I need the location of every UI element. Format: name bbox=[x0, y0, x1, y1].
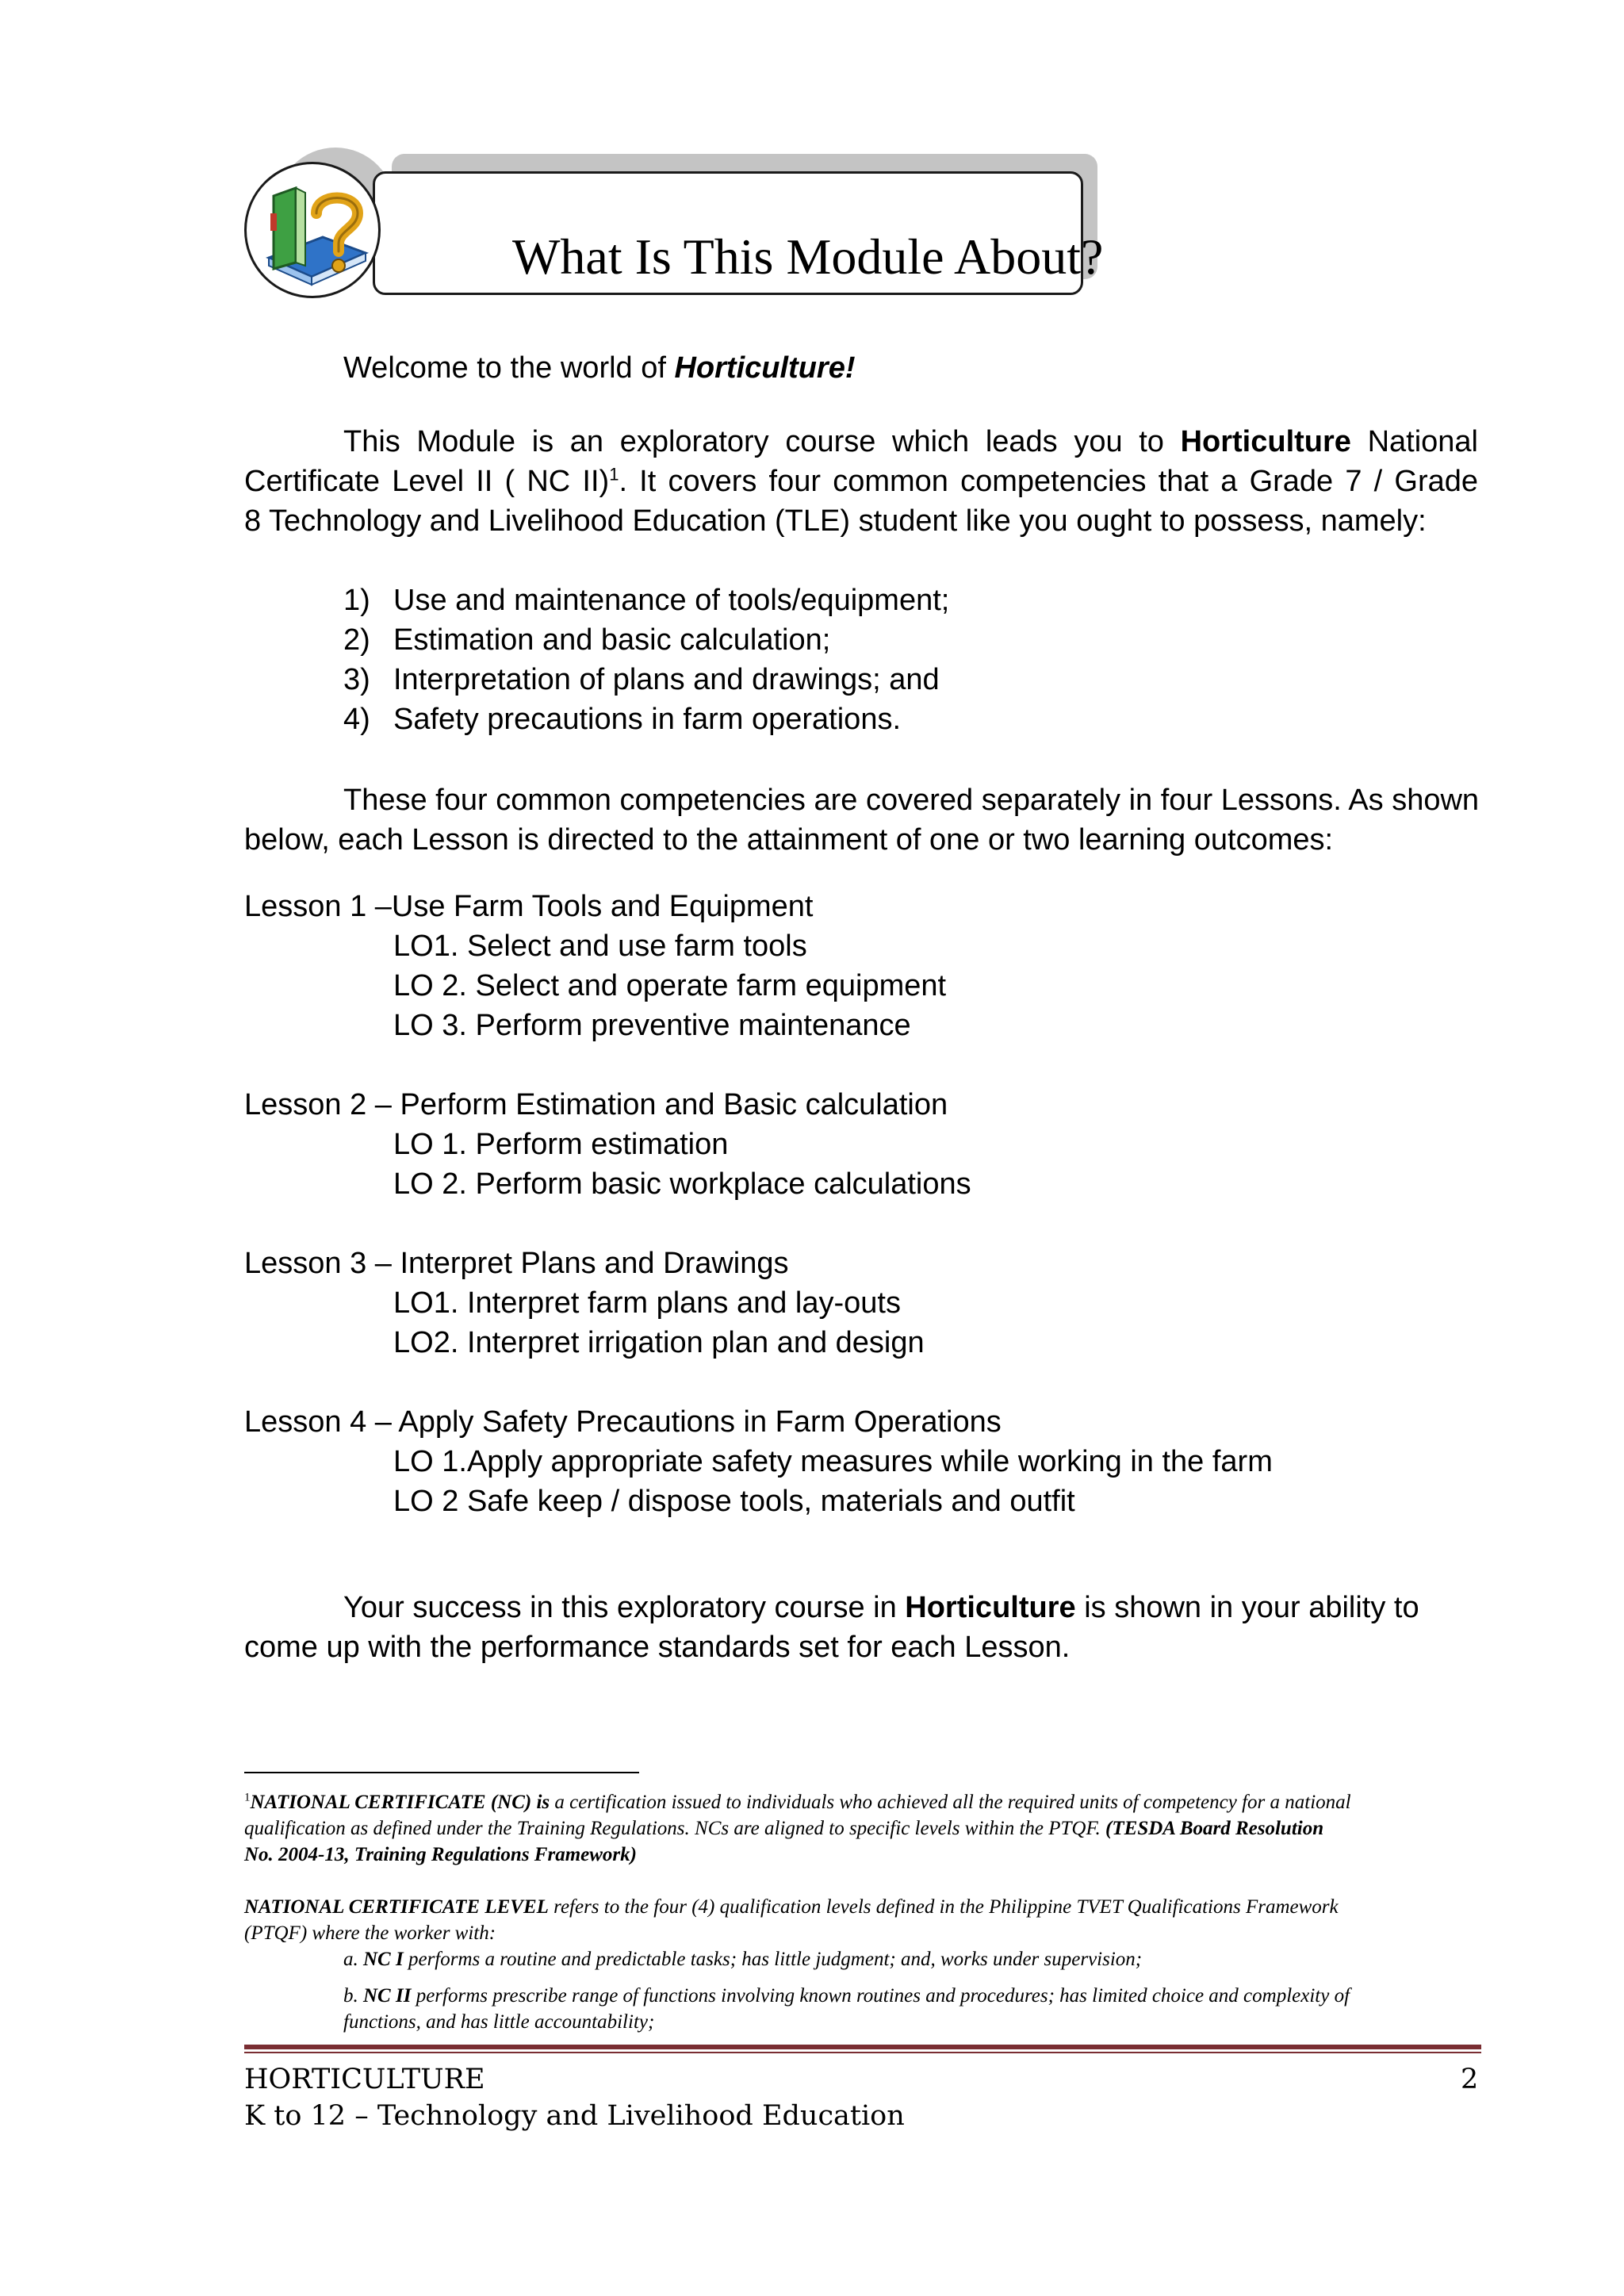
lesson-outcome: LO 2. Select and operate farm equipment bbox=[393, 969, 947, 1002]
footnote-item-term: NC II bbox=[363, 1985, 412, 2007]
list-number: 2) bbox=[343, 623, 370, 657]
lesson-3-title: Lesson 3 – Interpret Plans and Drawings bbox=[244, 1247, 789, 1280]
lesson-1-title: Lesson 1 –Use Farm Tools and Equipment bbox=[244, 890, 814, 923]
footnote-1-citation-2: No. 2004-13, Training Regulations Framework) bbox=[244, 1844, 637, 1865]
footnote-1-text-2: qualification as defined under the Training Regulations. NCs are aligned to specific levels within the PTQF. bbox=[244, 1818, 1106, 1839]
lessons-intro-line1: These four common competencies are covered separately in four Lessons. As shown bbox=[343, 784, 1480, 817]
footer-course: K to 12 – Technology and Livelihood Education bbox=[244, 2100, 905, 2132]
list-text: Use and maintenance of tools/equipment; bbox=[393, 584, 950, 617]
closing-bold-horticulture: Horticulture bbox=[905, 1591, 1076, 1624]
module-header-banner bbox=[244, 148, 1104, 306]
list-number: 4) bbox=[343, 703, 370, 736]
footnote-1-mark: 1 bbox=[244, 1791, 251, 1804]
lesson-outcome: LO 3. Perform preventive maintenance bbox=[393, 1009, 911, 1042]
intro-line2-a: Certificate Level II ( NC II) bbox=[244, 465, 610, 498]
list-text: Estimation and basic calculation; bbox=[393, 623, 831, 657]
intro-paragraph-line2 bbox=[244, 462, 1478, 501]
footnote-1-term: NATIONAL CERTIFICATE (NC) is bbox=[250, 1792, 550, 1813]
intro-text-a: This Module is an exploratory course which leads you to bbox=[343, 425, 1181, 458]
list-number: 3) bbox=[343, 663, 370, 696]
list-item bbox=[343, 660, 940, 700]
list-number: 1) bbox=[343, 584, 370, 617]
intro-paragraph-line1 bbox=[343, 422, 1478, 462]
footnote-2-text: refers to the four (4) qualification levels defined in the Philippine TVET Qualifications Framework bbox=[548, 1896, 1339, 1918]
footnote-item-term: NC I bbox=[363, 1949, 404, 1970]
intro-text-b: National bbox=[1350, 425, 1478, 458]
welcome-prefix: Welcome to the world of bbox=[343, 351, 675, 385]
footnote-2-item-a bbox=[343, 1946, 1142, 1972]
closing-text-a: Your success in this exploratory course in bbox=[343, 1591, 906, 1624]
list-item bbox=[343, 581, 950, 620]
list-text: Safety precautions in farm operations. bbox=[393, 703, 902, 736]
closing-text-b: is shown in your ability to bbox=[1075, 1591, 1419, 1624]
welcome-line bbox=[343, 348, 855, 388]
footer-rule-thick bbox=[244, 2045, 1481, 2049]
list-item bbox=[343, 620, 831, 660]
footnote-1-line3 bbox=[244, 1842, 637, 1868]
footnote-item-text: performs prescribe range of functions involving known routines and procedures; has limited choice and complexity of bbox=[411, 1985, 1350, 2007]
lesson-outcome: LO 2. Perform basic workplace calculations bbox=[393, 1167, 971, 1201]
footnote-separator bbox=[244, 1772, 639, 1773]
footnote-marker: 1 bbox=[609, 464, 619, 485]
intro-paragraph-line3: 8 Technology and Livelihood Education (TLE) student like you ought to possess, namely: bbox=[244, 504, 1427, 538]
intro-bold-horticulture: Horticulture bbox=[1180, 425, 1351, 458]
footnote-1-line1 bbox=[244, 1789, 1351, 1815]
lesson-outcome: LO 1. Perform estimation bbox=[393, 1128, 729, 1161]
book-question-icon bbox=[247, 164, 381, 298]
footnote-item-text: performs a routine and predictable tasks; has little judgment; and, works under supervision; bbox=[403, 1949, 1143, 1970]
closing-line1 bbox=[343, 1588, 1419, 1627]
intro-line2-b: . It covers four common competencies that a Grade 7 / Grade bbox=[619, 465, 1478, 498]
footnote-1-line2 bbox=[244, 1815, 1323, 1842]
lesson-outcome: LO2. Interpret irrigation plan and design bbox=[393, 1326, 925, 1359]
welcome-emphasis: Horticulture! bbox=[674, 351, 856, 385]
footnote-2-item-b bbox=[343, 1983, 1350, 2009]
footer-page-number: 2 bbox=[1461, 2064, 1479, 2095]
lesson-outcome: LO1. Interpret farm plans and lay-outs bbox=[393, 1286, 901, 1320]
footnote-2-line2: (PTQF) where the worker with: bbox=[244, 1922, 496, 1944]
lesson-outcome: LO 2 Safe keep / dispose tools, materials and outfit bbox=[393, 1485, 1075, 1518]
closing-line2: come up with the performance standards set for each Lesson. bbox=[244, 1631, 1071, 1664]
lesson-4-title: Lesson 4 – Apply Safety Precautions in Farm Operations bbox=[244, 1405, 1002, 1439]
footer-rule-thin bbox=[244, 2052, 1481, 2053]
list-item bbox=[343, 700, 902, 739]
lesson-2-title: Lesson 2 – Perform Estimation and Basic calculation bbox=[244, 1088, 948, 1121]
lesson-outcome: LO 1.Apply appropriate safety measures while working in the farm bbox=[393, 1445, 1273, 1478]
footnote-item-prefix: a. bbox=[343, 1949, 363, 1970]
list-text: Interpretation of plans and drawings; and bbox=[393, 663, 940, 696]
footnote-2-term: NATIONAL CERTIFICATE LEVEL bbox=[244, 1896, 549, 1918]
footnote-1-citation: (TESDA Board Resolution bbox=[1105, 1818, 1324, 1839]
banner-icon-circle bbox=[244, 162, 381, 298]
footnote-2-item-b-line2: functions, and has little accountability; bbox=[343, 2011, 655, 2033]
page-title: What Is This Module About? bbox=[512, 228, 1104, 285]
lessons-intro-line2: below, each Lesson is directed to the attainment of one or two learning outcomes: bbox=[244, 823, 1334, 857]
footnote-2-line1 bbox=[244, 1894, 1339, 1920]
footnote-item-prefix: b. bbox=[343, 1985, 363, 2007]
footnote-1-text: a certification issued to individuals who achieved all the required units of competency for a national bbox=[550, 1792, 1351, 1813]
footer-subject: HORTICULTURE bbox=[244, 2064, 485, 2095]
lesson-outcome: LO1. Select and use farm tools bbox=[393, 930, 807, 963]
